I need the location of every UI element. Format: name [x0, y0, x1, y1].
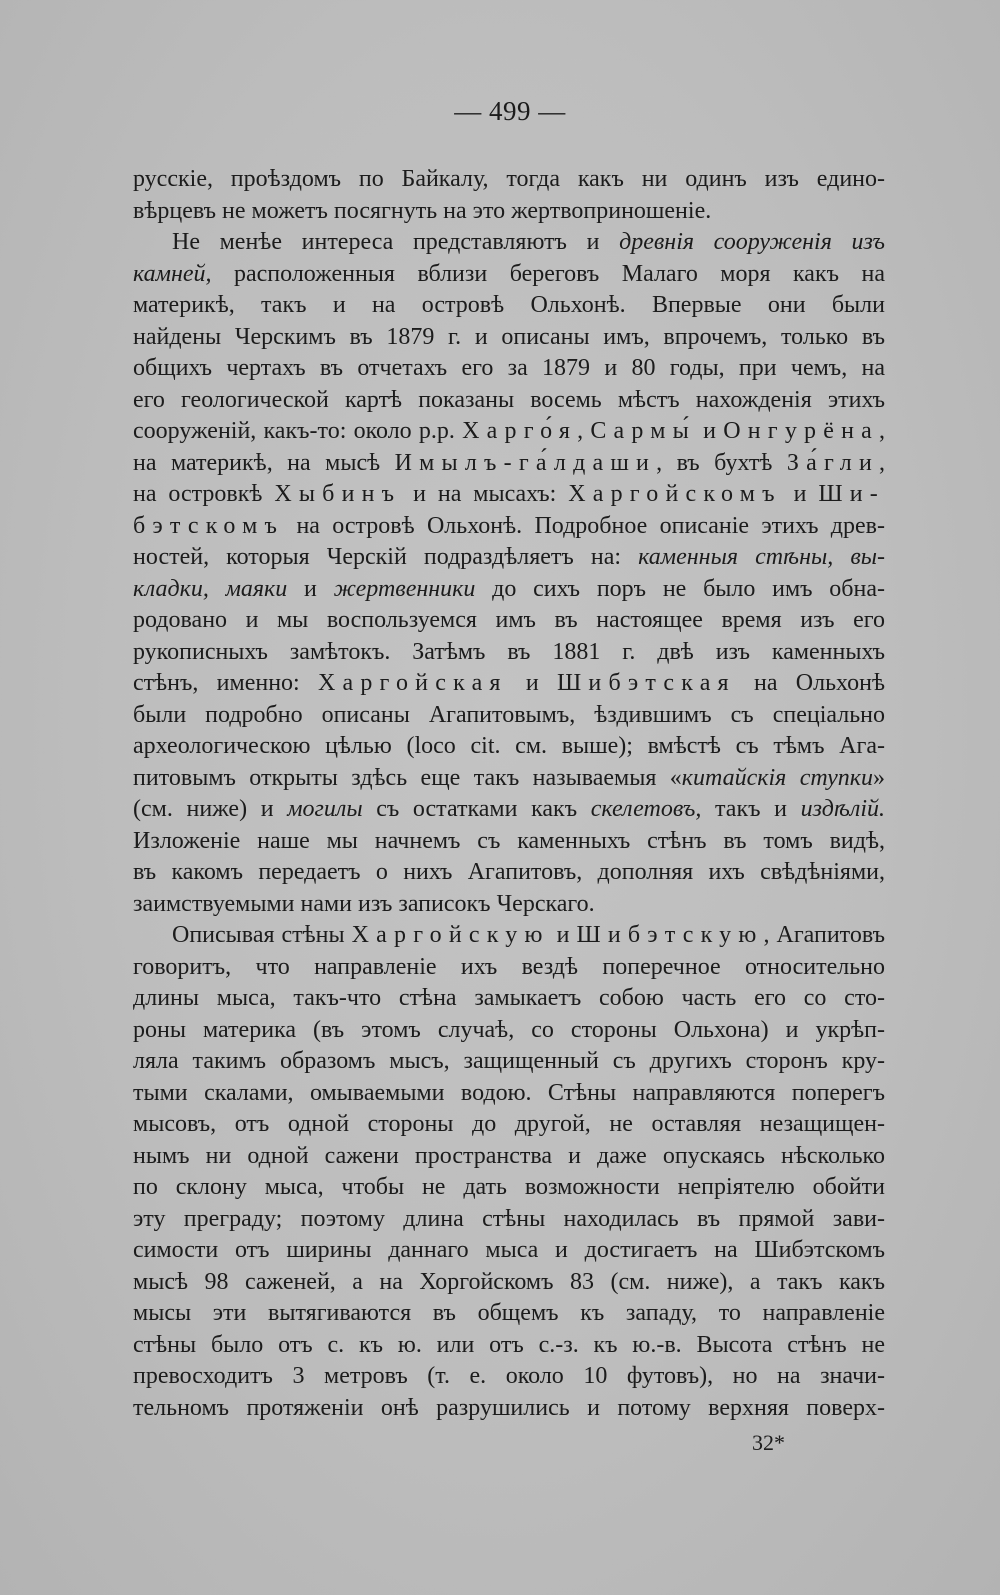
text-line	[133, 416, 885, 448]
spaced-text: Шибэтскую	[576, 922, 764, 948]
text-segment: найдены Черскимъ въ 1879 г. и описаны имъ, впрочемъ, только въ	[133, 323, 885, 350]
italic-text: древнія сооруженія изъ	[619, 229, 885, 255]
spaced-text: Имылъ-га́лдаши	[394, 449, 657, 476]
text-segment: и	[549, 922, 577, 948]
text-segment: стѣны было отъ с. къ ю. или отъ с.-з. къ ю.-в. Высота стѣнъ не	[133, 1331, 885, 1358]
spaced-text: бэтскомъ	[133, 512, 285, 539]
text-segment: и на мысахъ:	[401, 481, 569, 507]
text-line-content	[133, 1048, 885, 1074]
italic-text: могилы	[287, 796, 363, 822]
text-line	[133, 889, 885, 921]
text-segment: заимствуемыми нами изъ записокъ Черскаго.	[133, 890, 595, 917]
text-line-content	[133, 418, 885, 444]
text-line-content	[133, 1300, 885, 1326]
text-segment: ,	[879, 418, 886, 444]
text-line	[133, 385, 885, 417]
text-line	[133, 479, 885, 511]
text-segment: ляла такимъ образомъ мысъ, защищенный съ другихъ сторонъ кру-	[133, 1048, 885, 1074]
text-line-content	[172, 922, 885, 948]
text-line-content	[133, 261, 885, 287]
text-line	[133, 794, 885, 826]
text-line-content	[133, 1269, 885, 1295]
text-line-content	[133, 324, 885, 350]
text-segment: Не менѣе интереса представляютъ и	[172, 229, 620, 255]
spaced-text: Шибэтская	[557, 670, 736, 696]
text-line	[133, 952, 885, 984]
text-segment: мысовъ, отъ одной стороны до другой, не оставляя незащищен-	[133, 1111, 885, 1137]
text-line-content	[133, 1111, 885, 1137]
page-text	[133, 164, 885, 1424]
text-segment: съ остатками какъ	[362, 796, 591, 822]
text-segment: родовано и мы воспользуемся имъ въ настоящее время изъ его	[133, 607, 885, 633]
text-line-content	[133, 544, 885, 570]
spaced-text: Хыбинъ	[274, 481, 402, 507]
text-segment: тельномъ протяженіи онѣ разрушились и потому верхняя поверх-	[133, 1394, 885, 1421]
text-segment: материкѣ, такъ и на островѣ Ольхонѣ. Впервые они были	[133, 292, 885, 318]
text-segment: эту преграду; поэтому длина стѣны находилась въ прямой зави-	[133, 1205, 885, 1232]
text-line-content	[133, 859, 885, 885]
text-line-content	[133, 1080, 885, 1106]
text-line-content	[133, 828, 885, 854]
text-segment: превосходитъ 3 метровъ (т. е. около 10 футовъ), но на значи-	[133, 1363, 885, 1389]
text-line	[133, 1172, 885, 1204]
text-segment: и	[287, 575, 334, 602]
text-segment: въ какомъ передаетъ о нихъ Агапитовъ, дополняя ихъ свѣдѣніями,	[133, 859, 885, 885]
paragraph	[133, 227, 885, 920]
text-segment: , Агапитовъ	[763, 922, 886, 948]
text-segment: ностей, которыя Черскій подраздѣляетъ на:	[133, 544, 639, 570]
text-line-content	[133, 765, 885, 791]
text-segment: »	[873, 764, 885, 791]
text-segment: симости отъ ширины даннаго мыса и достигаетъ на Шибэтскомъ	[133, 1237, 885, 1263]
text-segment: русскіе, проѣздомъ по Байкалу, тогда какъ ни одинъ изъ едино-	[133, 166, 885, 192]
text-segment: роны материка (въ этомъ случаѣ, со стороны Ольхона) и укрѣп-	[133, 1016, 885, 1043]
text-segment: расположенныя вблизи береговъ Малаго моря какъ на	[211, 260, 885, 287]
text-segment: сооруженій, какъ-то: около р.р.	[133, 418, 463, 444]
text-segment: стѣнъ, именно:	[133, 670, 318, 696]
text-segment: такъ и	[701, 796, 801, 822]
text-line-content	[133, 1237, 885, 1263]
text-segment: его геологической картѣ показаны восемь мѣстъ нахожденія этихъ	[133, 386, 885, 413]
text-segment: нымъ ни одной сажени пространства и даже опускаясь нѣсколько	[133, 1142, 885, 1169]
text-line	[133, 1330, 885, 1362]
text-line-content	[133, 796, 885, 822]
text-segment: говоритъ, что направленіе ихъ вездѣ поперечное относительно	[133, 953, 885, 980]
text-segment: рукописныхъ замѣтокъ. Затѣмъ въ 1881 г. двѣ изъ каменныхъ	[133, 638, 885, 665]
spaced-text: Онгурёна	[723, 418, 880, 444]
paragraph	[133, 164, 885, 227]
text-segment: длины мыса, такъ-что стѣна замыкаетъ собою часть его со сто-	[133, 985, 885, 1011]
paragraph	[133, 920, 885, 1424]
text-line	[133, 1109, 885, 1141]
text-line	[133, 511, 885, 543]
italic-text: каменныя стѣны, вы-	[638, 544, 885, 570]
text-line	[133, 1361, 885, 1393]
text-line	[133, 227, 885, 259]
text-line	[133, 1267, 885, 1299]
text-line	[133, 637, 885, 669]
spaced-text: Харгойская	[317, 670, 508, 696]
text-line-content	[133, 702, 885, 728]
text-line-content	[133, 1174, 885, 1200]
text-line	[133, 763, 885, 795]
text-line-content	[133, 1395, 885, 1421]
text-line	[133, 164, 885, 196]
spaced-text: За́гли	[786, 449, 879, 476]
text-line	[133, 857, 885, 889]
text-line	[133, 322, 885, 354]
text-line	[133, 920, 885, 952]
text-segment: мысы эти вытягиваются въ общемъ къ западу, то направленіе	[133, 1300, 885, 1326]
text-segment: и	[695, 418, 724, 444]
text-segment: на островкѣ	[133, 481, 275, 507]
text-line	[133, 1298, 885, 1330]
text-line-content	[133, 198, 711, 224]
text-segment: , въ бухтѣ	[656, 449, 787, 476]
text-line	[133, 1078, 885, 1110]
text-segment: мысѣ 98 саженей, а на Хоргойскомъ 83 (см. ниже), а такъ какъ	[133, 1268, 885, 1295]
text-segment: археологическою цѣлью (loco cit. см. выше); вмѣстѣ съ тѣмъ Ага-	[133, 733, 885, 759]
text-line-content	[133, 292, 885, 318]
text-segment: тыми скалами, омываемыми водою. Стѣны направляются поперегъ	[133, 1079, 885, 1106]
spaced-text: Ши-	[818, 481, 885, 507]
text-segment: Изложеніе наше мы начнемъ съ каменныхъ стѣнъ въ томъ видѣ,	[133, 827, 885, 854]
spaced-text: Харго́я	[462, 418, 578, 444]
text-line	[133, 731, 885, 763]
spaced-text: Сармы́	[590, 418, 696, 444]
italic-text: скелетовъ,	[590, 796, 702, 822]
italic-text: кладки, маяки	[133, 575, 288, 602]
text-line	[133, 1235, 885, 1267]
text-line-content	[133, 166, 885, 192]
text-segment: на островѣ Ольхонѣ. Подробное описаніе этихъ древ-	[284, 512, 885, 539]
text-segment: по склону мыса, чтобы не дать возможности непріятелю обойти	[133, 1174, 885, 1200]
signature-mark: 32*	[752, 1430, 785, 1455]
text-line-content	[133, 513, 885, 539]
text-line	[133, 668, 885, 700]
text-line	[133, 605, 885, 637]
text-line	[133, 574, 885, 606]
text-line	[133, 1204, 885, 1236]
text-segment: до сихъ поръ не было имъ обна-	[475, 575, 886, 602]
text-line	[133, 700, 885, 732]
text-line-content	[133, 954, 885, 980]
text-line-content	[133, 639, 885, 665]
italic-text: жертвенники	[333, 575, 476, 602]
text-segment: были подробно описаны Агапитовымъ, ѣздившимъ съ спеціально	[133, 701, 885, 728]
italic-text: издѣлій.	[800, 796, 885, 822]
text-segment: вѣрцевъ не можетъ посягнуть на это жертвоприношеніе.	[133, 197, 712, 224]
text-line	[133, 826, 885, 858]
text-segment: и	[507, 670, 557, 696]
text-line-content	[133, 355, 885, 381]
text-segment: (см. ниже) и	[133, 796, 288, 822]
text-line-content	[133, 1332, 885, 1358]
text-segment: и	[781, 481, 819, 507]
text-line	[133, 1046, 885, 1078]
text-line	[133, 542, 885, 574]
text-line	[133, 1015, 885, 1047]
text-segment: ,	[577, 418, 591, 444]
text-line-content	[133, 1206, 885, 1232]
text-line	[133, 983, 885, 1015]
text-line-content	[133, 1143, 885, 1169]
text-line	[133, 259, 885, 291]
text-line-content	[133, 670, 885, 696]
text-line-content	[133, 891, 595, 917]
text-line-content	[133, 481, 885, 507]
text-line-content	[133, 733, 885, 759]
text-segment: на материкѣ, на мысѣ	[133, 449, 395, 476]
text-line	[133, 353, 885, 385]
text-segment: Описывая стѣны	[172, 922, 352, 948]
text-line-content	[172, 229, 885, 255]
text-segment: общихъ чертахъ въ отчетахъ его за 1879 и 80 годы, при чемъ, на	[133, 355, 885, 381]
italic-text: камней,	[133, 260, 212, 287]
text-line	[133, 290, 885, 322]
text-segment: ,	[879, 449, 885, 476]
text-line	[133, 1393, 885, 1425]
page-number: — 499 —	[454, 96, 566, 126]
spaced-text: Харгойскую	[351, 922, 550, 948]
spaced-text: Харгойскомъ	[568, 481, 782, 507]
text-line-content	[133, 1363, 885, 1389]
text-line-content	[133, 1017, 885, 1043]
text-segment: на Ольхонѣ	[735, 670, 885, 696]
italic-text: китайскія ступки	[681, 764, 873, 791]
text-line-content	[133, 450, 885, 476]
text-line-content	[133, 387, 885, 413]
text-line-content	[133, 607, 885, 633]
text-segment: питовымъ открыты здѣсь еще такъ называемыя «	[133, 764, 682, 791]
text-line	[133, 1141, 885, 1173]
text-line-content	[133, 985, 885, 1011]
text-line	[133, 196, 885, 228]
text-line	[133, 448, 885, 480]
text-line-content	[133, 576, 885, 602]
